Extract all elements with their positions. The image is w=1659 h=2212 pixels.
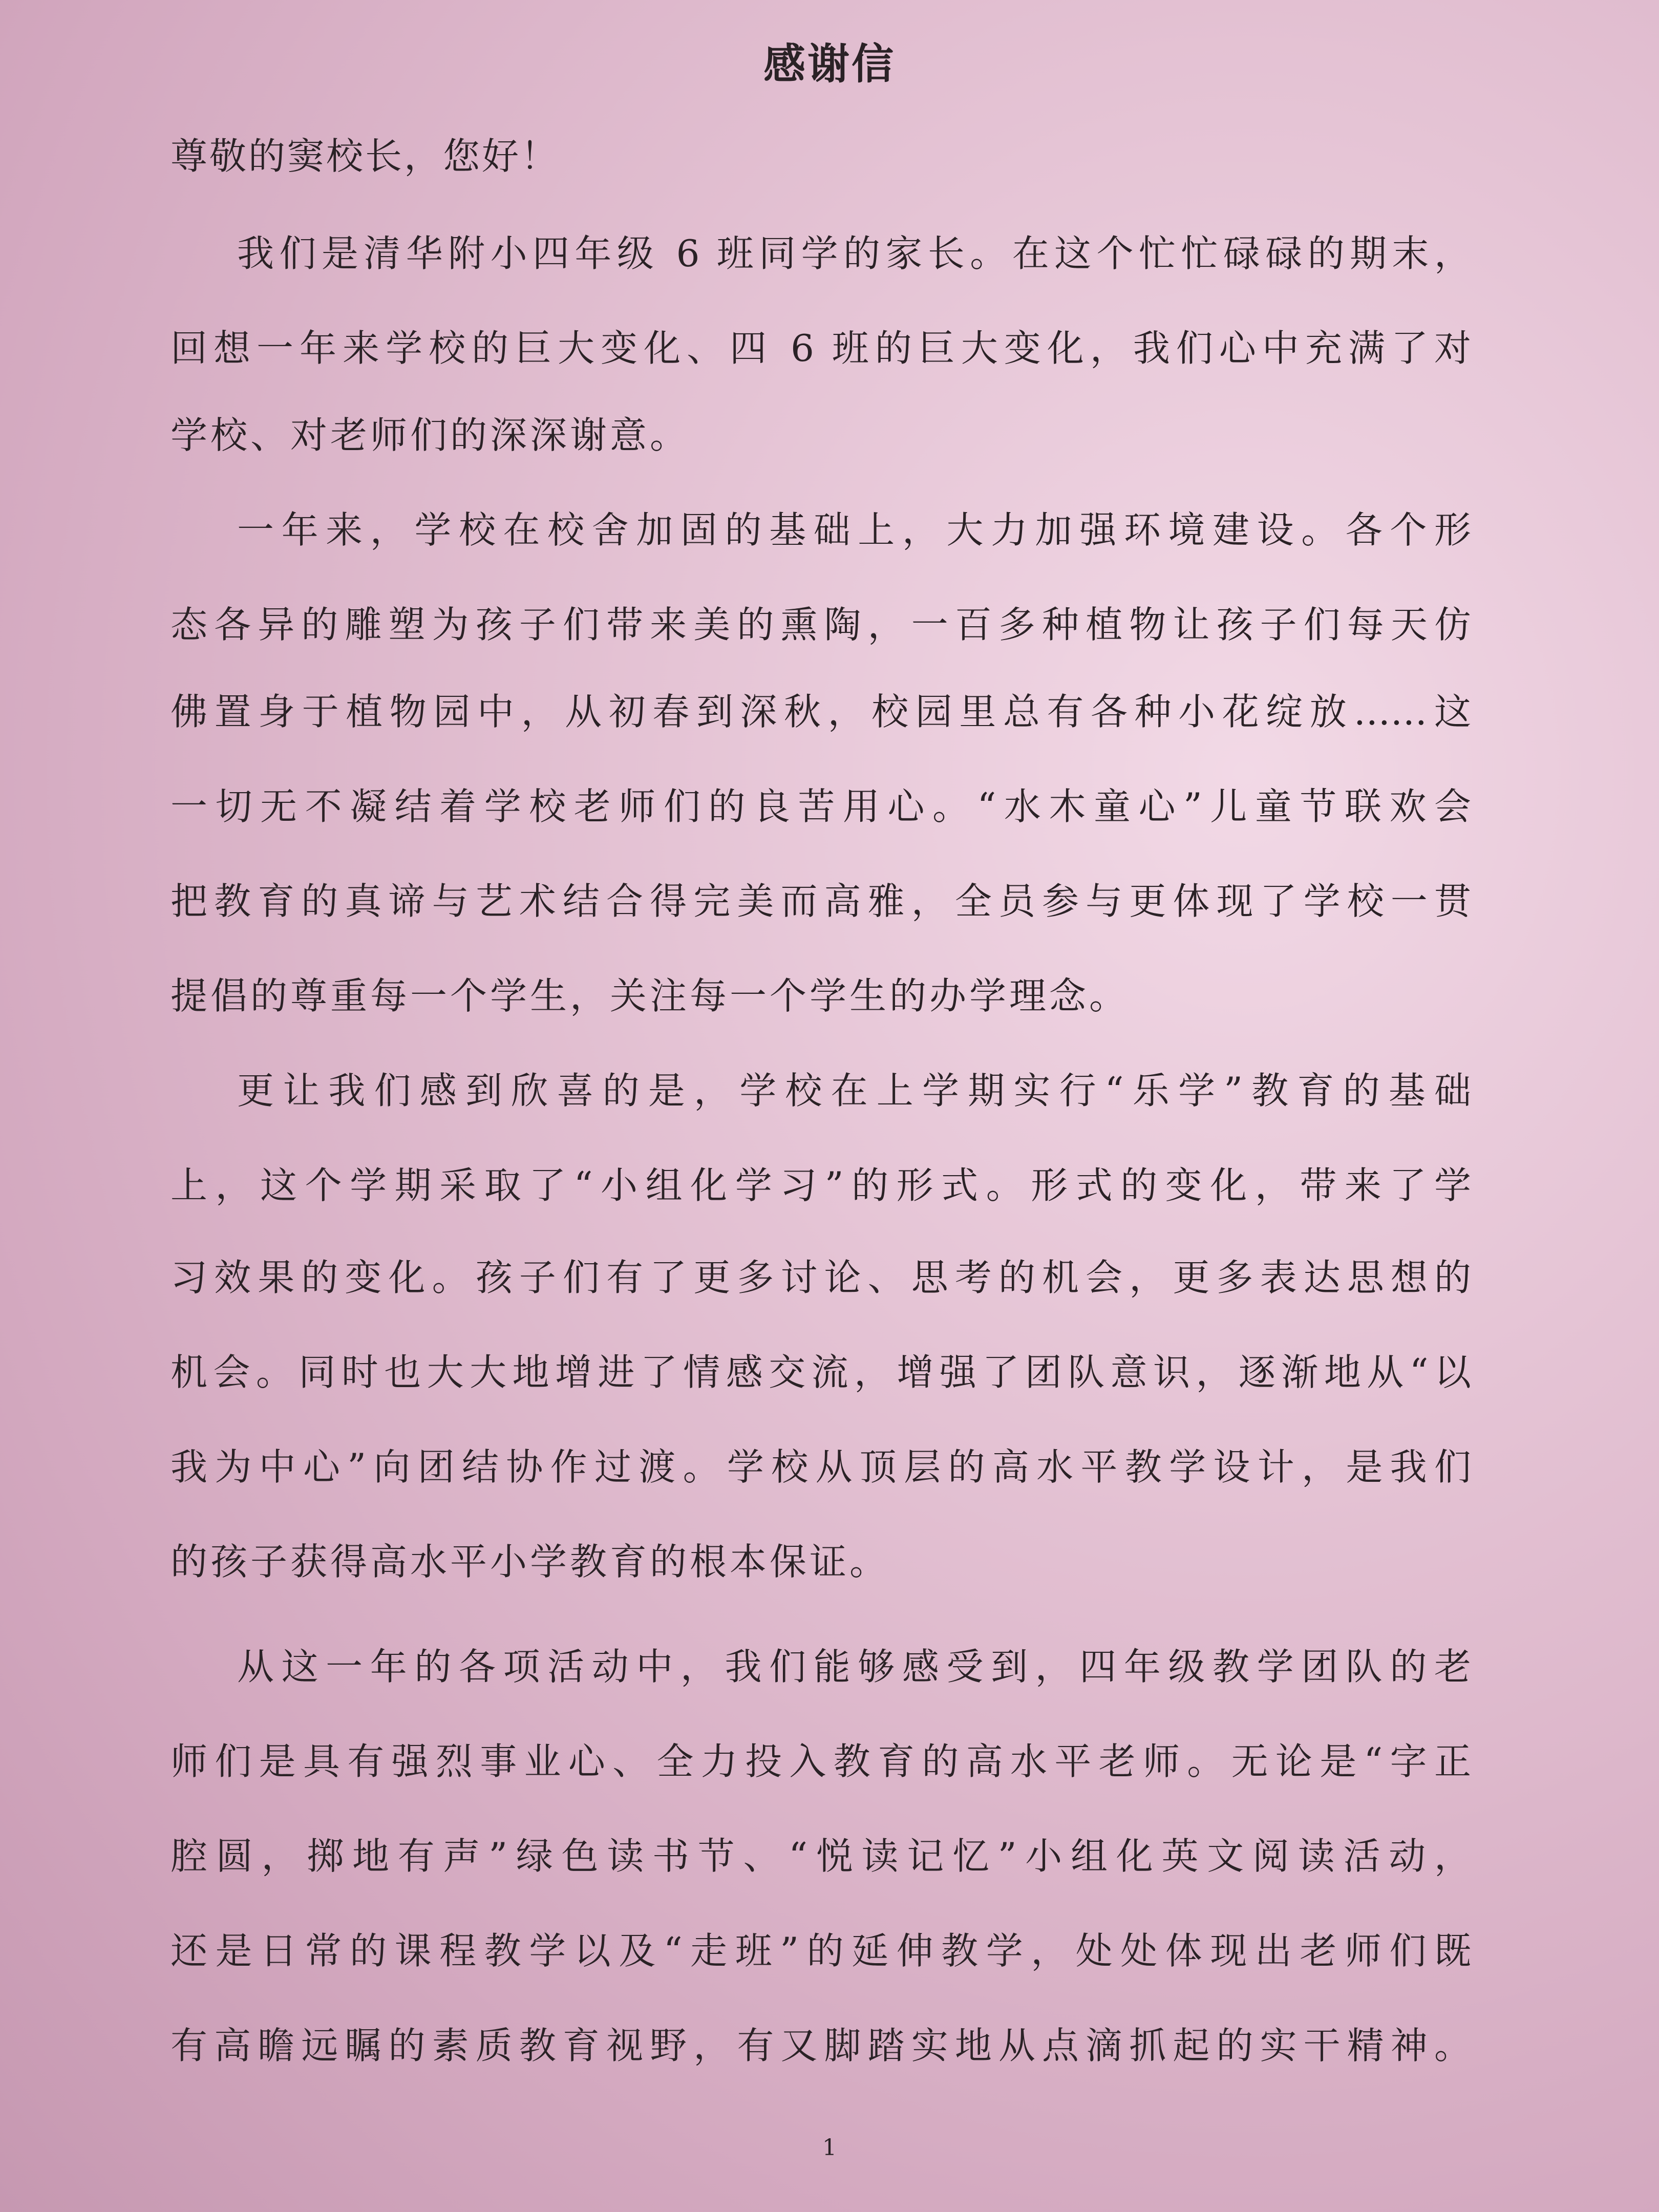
paragraph-4-line-2: 师们是具有强烈事业心、全力投入教育的高水平老师。无论是“字正 xyxy=(171,1740,1471,1783)
paragraph-4-line-5: 有高瞻远瞩的素质教育视野，有又脚踏实地从点滴抓起的实干精神。 xyxy=(171,2024,1471,2067)
paragraph-2-line-2: 态各异的雕塑为孩子们带来美的熏陶，一百多种植物让孩子们每天仿 xyxy=(171,603,1471,646)
letter-title: 感谢信 xyxy=(763,39,896,89)
paragraph-1-line-3: 学校、对老师们的深深谢意。 xyxy=(171,414,690,457)
paragraph-3-line-2: 上，这个学期采取了“小组化学习”的形式。形式的变化，带来了学 xyxy=(171,1164,1471,1207)
paragraph-4-line-1: 从这一年的各项活动中，我们能够感受到，四年级教学团队的老 xyxy=(237,1645,1471,1688)
page-number: 1 xyxy=(822,2135,837,2161)
paragraph-2-line-1: 一年来，学校在校舍加固的基础上，大力加强环境建设。各个形 xyxy=(237,508,1471,551)
paragraph-3-line-1: 更让我们感到欣喜的是，学校在上学期实行“乐学”教育的基础 xyxy=(237,1069,1471,1112)
paragraph-3-line-3: 习效果的变化。孩子们有了更多讨论、思考的机会，更多表达思想的 xyxy=(171,1256,1471,1299)
paragraph-2-line-5: 把教育的真谛与艺术结合得完美而高雅，全员参与更体现了学校一贯 xyxy=(171,880,1471,923)
paragraph-4-line-4: 还是日常的课程教学以及“走班”的延伸教学，处处体现出老师们既 xyxy=(171,1929,1471,1972)
paragraph-3-line-6: 的孩子获得高水平小学教育的根本保证。 xyxy=(171,1540,890,1583)
paragraph-3-line-5: 我为中心”向团结协作过渡。学校从顶层的高水平教学设计，是我们 xyxy=(171,1445,1471,1488)
paragraph-4-line-3: 腔圆，掷地有声”绿色读书节、“悦读记忆”小组化英文阅读活动， xyxy=(171,1835,1471,1878)
salutation: 尊敬的窦校长，您好！ xyxy=(171,135,560,178)
paragraph-2-line-6: 提倡的尊重每一个学生，关注每一个学生的办学理念。 xyxy=(171,974,1130,1017)
paragraph-1-line-2: 回想一年来学校的巨大变化、四 6 班的巨大变化，我们心中充满了对 xyxy=(171,327,1471,370)
paragraph-3-line-4: 机会。同时也大大地增进了情感交流，增强了团队意识，逐渐地从“以 xyxy=(171,1351,1471,1394)
paragraph-1-line-1: 我们是清华附小四年级 6 班同学的家长。在这个忙忙碌碌的期末， xyxy=(237,232,1471,275)
paragraph-2-line-4: 一切无不凝结着学校老师们的良苦用心。“水木童心”儿童节联欢会 xyxy=(171,785,1471,828)
paragraph-2-line-3: 佛置身于植物园中，从初春到深秋，校园里总有各种小花绽放……这 xyxy=(171,690,1471,733)
